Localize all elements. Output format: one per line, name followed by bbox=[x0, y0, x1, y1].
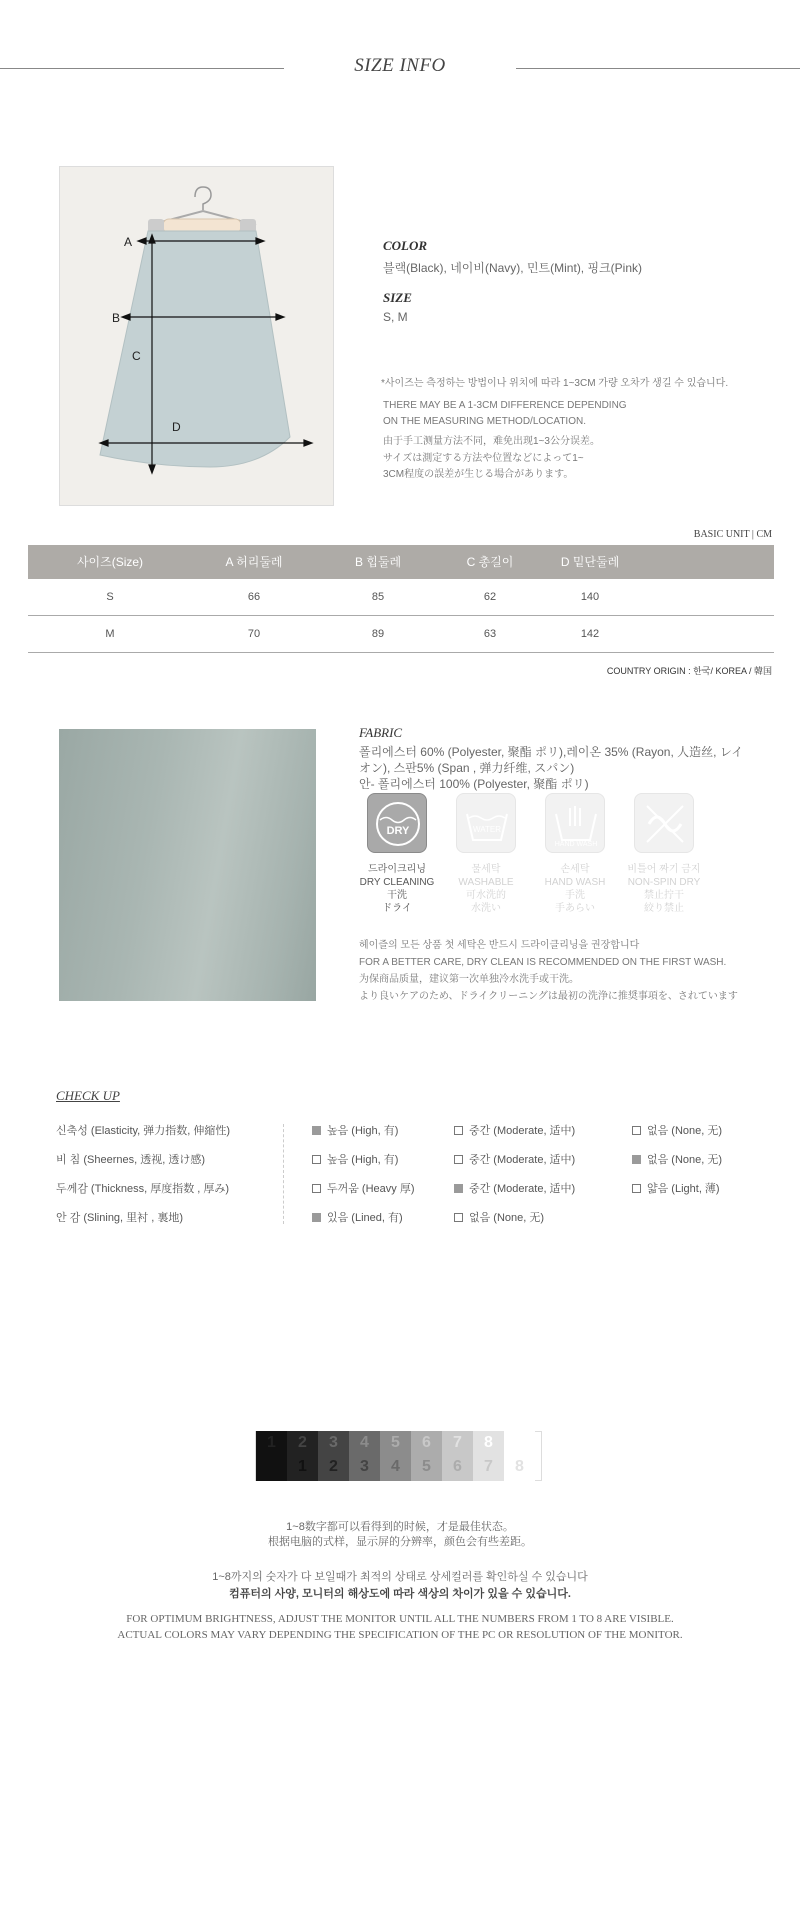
care-icon-text: WATER bbox=[473, 825, 501, 834]
table-cell: 66 bbox=[247, 591, 261, 603]
gray-number-bottom: 3 bbox=[360, 1458, 369, 1475]
fabric-title: FABRIC bbox=[359, 725, 403, 740]
gray-number-bottom: 5 bbox=[422, 1458, 431, 1475]
gray-number-bottom: 2 bbox=[329, 1458, 338, 1475]
care-label-washable: 물세탁 WASHABLE 可水洗的 水洗い bbox=[458, 864, 514, 914]
checkbox-checked bbox=[632, 1155, 641, 1164]
table-cell: 62 bbox=[483, 591, 497, 603]
check-option: 없음 (None, 无) bbox=[632, 1151, 722, 1167]
size-col-header: C 총길이 bbox=[466, 555, 514, 569]
size-col-header: A 허리둘레 bbox=[225, 555, 283, 569]
table-row bbox=[28, 579, 774, 616]
checkbox-unchecked bbox=[632, 1126, 641, 1135]
table-cell: 63 bbox=[483, 628, 497, 640]
size-col-header: B 힙둘레 bbox=[354, 555, 402, 569]
check-up-divider bbox=[283, 1124, 284, 1224]
table-cell: 142 bbox=[580, 628, 600, 640]
gray-number-top: 8 bbox=[484, 1434, 493, 1451]
calibration-cn-2: 根据电脑的式样，显示屏的分辨率，颜色会有些差距。 bbox=[268, 1536, 532, 1548]
checkbox-unchecked bbox=[454, 1155, 463, 1164]
check-label-elasticity: 신축성 (Elasticity, 弹力指数, 伸縮性) bbox=[56, 1125, 231, 1137]
gray-number-top: 1 bbox=[267, 1434, 276, 1451]
size-col-header: D 밑단둘레 bbox=[560, 555, 620, 569]
check-label-sheerness: 비 침 (Sheernes, 透视, 透け感) bbox=[56, 1154, 206, 1166]
checkbox-checked bbox=[312, 1213, 321, 1222]
care-note-jp: より良いケアのため、ドライクリーニングは最初の洗浄に推奨事項を、されています bbox=[359, 991, 738, 1002]
checkbox-unchecked bbox=[632, 1184, 641, 1193]
care-label-dry: 드라이크리닝 DRY CLEANING 干洗 ドライ bbox=[359, 864, 435, 914]
care-icon-text: HAND WASH bbox=[554, 841, 598, 848]
check-option: 없음 (None, 无) bbox=[632, 1122, 722, 1138]
check-label-thickness: 두께감 (Thickness, 厚度指数 , 厚み) bbox=[56, 1183, 230, 1195]
diagram-letter-a: A bbox=[124, 235, 133, 249]
gray-number-bottom: 6 bbox=[453, 1458, 462, 1475]
gray-number-top: 4 bbox=[360, 1434, 369, 1451]
skirt-measurement-diagram bbox=[60, 167, 334, 506]
check-option: 높음 (High, 有) bbox=[312, 1151, 398, 1167]
check-option: 두꺼움 (Heavy 厚) bbox=[312, 1180, 415, 1196]
gray-number-top: 3 bbox=[329, 1434, 338, 1451]
check-option: 있음 (Lined, 有) bbox=[312, 1209, 403, 1225]
check-option: 중간 (Moderate, 适中) bbox=[454, 1122, 575, 1138]
diagram-letter-d: D bbox=[172, 420, 181, 434]
check-option: 중간 (Moderate, 适中) bbox=[454, 1180, 575, 1196]
care-label-non-spin: 비틀어 짜기 금지 NON-SPIN DRY 禁止拧干 絞り禁止 bbox=[627, 864, 701, 914]
table-cell: 89 bbox=[371, 628, 385, 640]
size-unit: BASIC UNIT | CM bbox=[693, 529, 772, 540]
gray-number-top: 2 bbox=[298, 1434, 307, 1451]
checkbox-unchecked bbox=[312, 1184, 321, 1193]
check-label-lining: 안 감 (Slining, 里衬 , 裏地) bbox=[56, 1212, 183, 1224]
diagram-letter-c: C bbox=[132, 349, 141, 363]
fabric-line-2: オン), 스판5% (Span , 弹力纤维, スパン) bbox=[359, 761, 575, 775]
checkbox-unchecked bbox=[454, 1126, 463, 1135]
care-note-en: FOR A BETTER CARE, DRY CLEAN IS RECOMMENDED ON THE FIRST WASH. bbox=[359, 957, 727, 968]
measure-note-en-2: ON THE MEASURING METHOD/LOCATION. bbox=[383, 416, 586, 427]
gray-number-top: 7 bbox=[453, 1434, 462, 1451]
gray-number-top: 6 bbox=[422, 1434, 431, 1451]
care-note-kr: 헤이즐의 모든 상품 첫 세탁은 반드시 드라이클리닝을 권장합니다 bbox=[359, 940, 640, 951]
calibration-kr-1: 1~8까지의 숫자가 다 보일때가 최적의 상태로 상세컬러를 확인하실 수 있습니다 bbox=[212, 1571, 588, 1583]
washable-icon bbox=[456, 793, 516, 853]
size-table-header bbox=[28, 545, 774, 579]
check-option: 없음 (None, 无) bbox=[454, 1209, 544, 1225]
check-up-title: CHECK UP bbox=[56, 1088, 120, 1103]
gray-number-bottom: 8 bbox=[515, 1458, 524, 1475]
non-spin-dry-icon bbox=[634, 793, 694, 853]
product-image bbox=[59, 166, 334, 506]
size-label: SIZE bbox=[383, 290, 412, 305]
fabric-line-1: 폴리에스터 60% (Polyester, 聚酯 ポリ),레이온 35% (Rayon, 人造丝, レイ bbox=[359, 745, 744, 759]
gray-number-top: 5 bbox=[391, 1434, 400, 1451]
color-label: COLOR bbox=[383, 238, 428, 253]
country-origin: COUNTRY ORIGIN : 한국/ KOREA / 韓国 bbox=[606, 666, 772, 676]
fabric-swatch-image bbox=[59, 729, 316, 1001]
calibration-en-2: ACTUAL COLORS MAY VARY DEPENDING THE SPECIFICATION OF THE PC OR RESOLUTION OF THE MONITOR. bbox=[117, 1629, 683, 1641]
size-col-header: 사이즈(Size) bbox=[76, 555, 144, 569]
color-value: 블랙(Black), 네이비(Navy), 민트(Mint), 핑크(Pink) bbox=[383, 261, 642, 275]
table-row bbox=[28, 616, 774, 653]
measure-note-cn: 由于手工测量方法不同，难免出现1~3公分误差。 bbox=[383, 436, 600, 447]
measure-note-en-1: THERE MAY BE A 1-3CM DIFFERENCE DEPENDING bbox=[383, 400, 627, 411]
calibration-kr-2: 컴퓨터의 사양, 모니터의 해상도에 따라 색상의 차이가 있을 수 있습니다. bbox=[229, 1588, 571, 1600]
diagram-letter-b: B bbox=[112, 311, 121, 325]
calibration-cn-1: 1~8数字都可以看得到的时候，才是最佳状态。 bbox=[286, 1521, 514, 1533]
checkbox-checked bbox=[454, 1184, 463, 1193]
checkbox-unchecked bbox=[312, 1155, 321, 1164]
measure-note-kr: *사이즈는 측정하는 방법이나 위치에 따라 1~3CM 가량 오차가 생길 수 있습니다. bbox=[381, 378, 729, 389]
table-cell: S bbox=[106, 591, 114, 603]
check-option: 얇음 (Light, 薄) bbox=[632, 1180, 720, 1196]
measure-note-jp-2: 3CM程度の誤差が生じる場合があります。 bbox=[383, 469, 574, 480]
page-title: SIZE INFO bbox=[354, 55, 446, 76]
gray-number-bottom: 4 bbox=[391, 1458, 400, 1475]
hand-wash-icon bbox=[545, 793, 605, 853]
care-icon-text: DRY bbox=[386, 825, 410, 837]
measure-note-jp-1: サイズは測定する方法や位置などによって1~ bbox=[383, 453, 584, 464]
check-option: 중간 (Moderate, 适中) bbox=[454, 1151, 575, 1167]
table-cell: 70 bbox=[247, 628, 261, 640]
table-cell: 140 bbox=[580, 591, 600, 603]
table-cell: 85 bbox=[371, 591, 385, 603]
check-option: 높음 (High, 有) bbox=[312, 1122, 398, 1138]
size-table bbox=[28, 545, 774, 653]
calibration-en-1: FOR OPTIMUM BRIGHTNESS, ADJUST THE MONITOR UNTIL ALL THE NUMBERS FROM 1 TO 8 ARE VISIBLE. bbox=[126, 1613, 674, 1625]
checkbox-checked bbox=[312, 1126, 321, 1135]
dry-clean-icon bbox=[367, 793, 427, 853]
care-note-cn: 为保商品质量，建议第一次单独冷水洗手或干洗。 bbox=[359, 974, 579, 985]
care-label-hand-wash: 손세탁 HAND WASH 手洗 手あらい bbox=[544, 864, 606, 914]
size-value: S, M bbox=[383, 310, 408, 324]
fabric-line-3: 안- 폴리에스터 100% (Polyester, 聚酯 ポリ) bbox=[359, 777, 589, 791]
checkbox-unchecked bbox=[454, 1213, 463, 1222]
gray-number-bottom: 1 bbox=[298, 1458, 307, 1475]
gray-number-bottom: 7 bbox=[484, 1458, 493, 1475]
table-cell: M bbox=[105, 628, 115, 640]
